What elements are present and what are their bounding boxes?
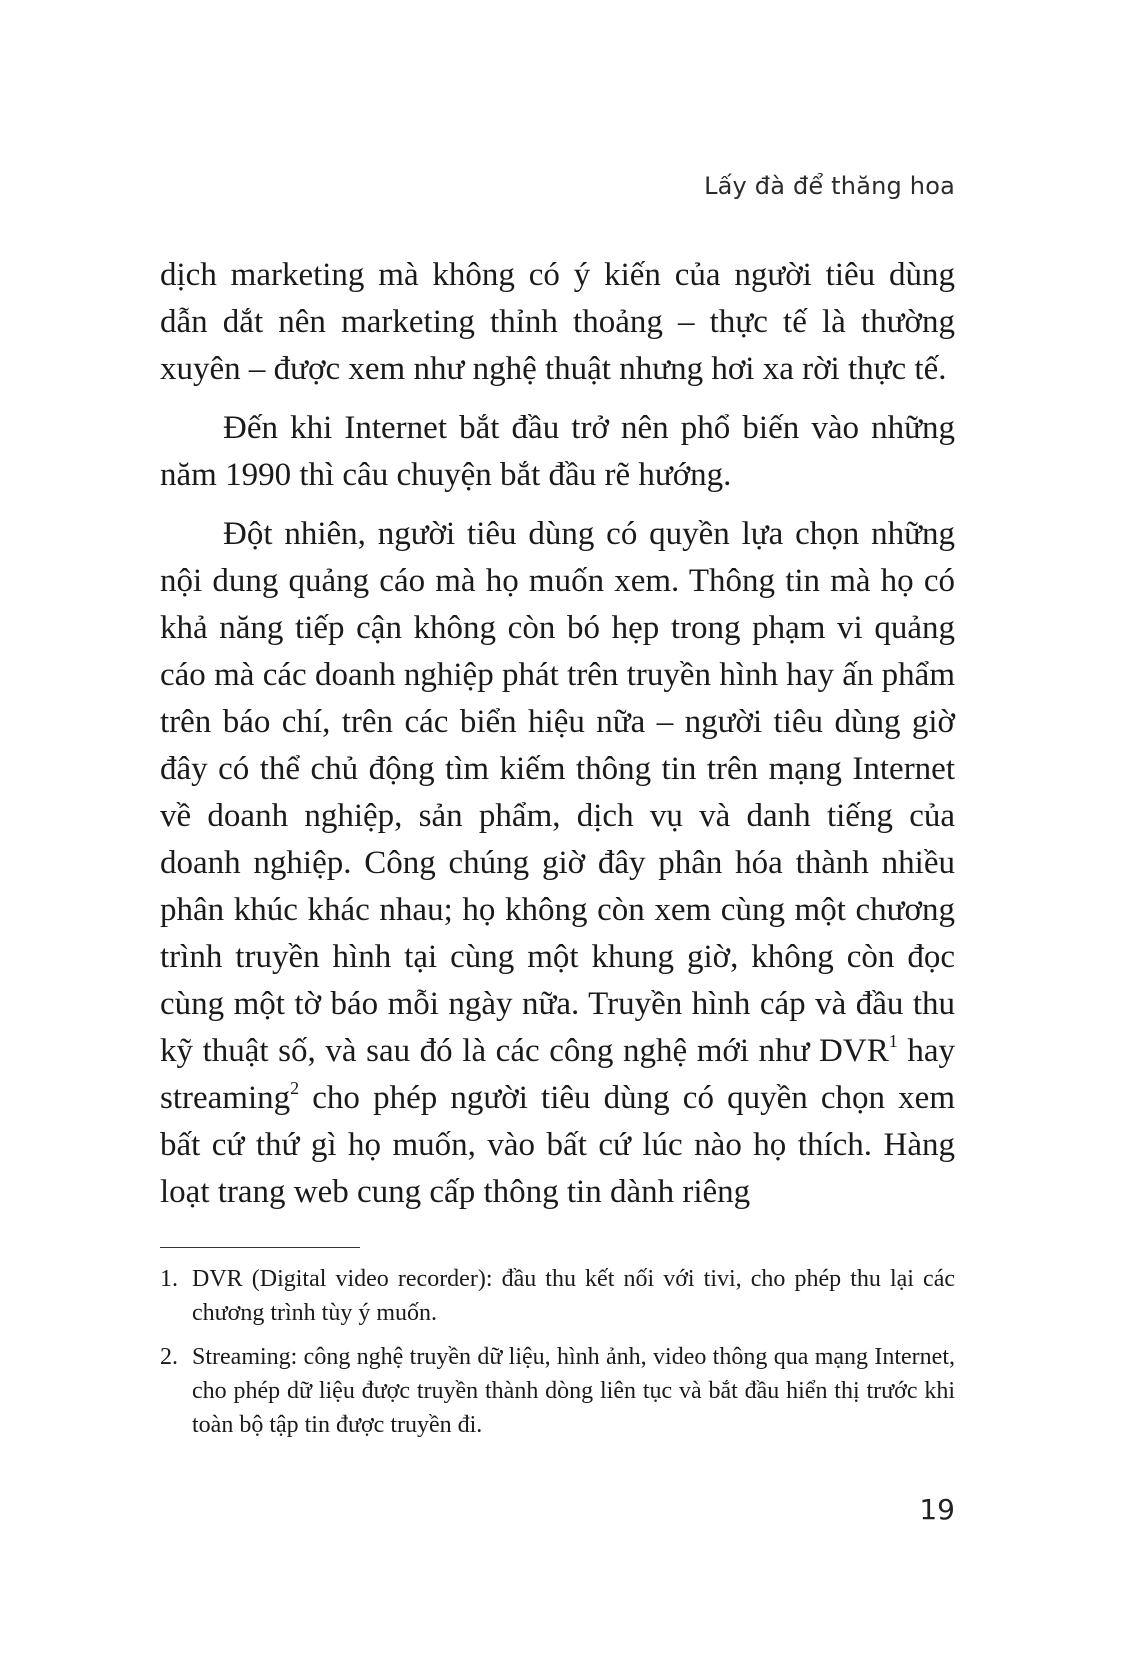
footnote-number: 2. — [160, 1344, 178, 1370]
paragraph-text: Đột nhiên, người tiêu dùng có quyền lựa chọn những nội dung quảng cáo mà họ muốn xem. Thông tin mà họ có khả năng tiếp cận không còn bó hẹp trong phạm vi quảng cáo mà các doanh nghiệp phát trên truyền hình hay ấn phẩm trên báo chí, trên các biển hiệu nữa – người tiêu dùng giờ đây có thể chủ động tìm kiếm thông tin trên mạng Internet về doanh nghiệp, sản phẩm, dịch vụ và danh tiếng của doanh nghiệp. Công chúng giờ đây phân hóa thành nhiều phân khúc khác nhau; họ không còn xem cùng một chương trình truyền hình tại cùng một khung giờ, không còn đọc cùng một tờ báo mỗi ngày nữa. Truyền hình cáp và đầu thu kỹ thuật số, và sau đó là các công nghệ mới như DVR — [160, 516, 955, 1069]
footnotes — [160, 1262, 955, 1452]
body-text — [160, 252, 955, 1228]
footnote-2 — [160, 1340, 955, 1442]
paragraph-text: hay streaming — [160, 1033, 955, 1116]
paragraph-text: cho phép người tiêu dùng có quyền chọn xem bất cứ thứ gì họ muốn, vào bất cứ lúc nào họ thích. Hàng loạt trang web cung cấp thông tin dành riêng — [160, 1080, 955, 1210]
footnote-ref-1: 1 — [888, 1031, 898, 1051]
footnote-text: Streaming: công nghệ truyền dữ liệu, hình ảnh, video thông qua mạng Internet, cho phép dữ liệu được truyền thành dòng liên tục và bắt đầu hiển thị trước khi toàn bộ tập tin được truyền đi. — [192, 1344, 955, 1438]
paragraph-consumer-choice — [160, 511, 955, 1216]
footnote-ref-2: 2 — [290, 1078, 300, 1098]
footnote-divider — [160, 1247, 360, 1248]
paragraph-internet: Đến khi Internet bắt đầu trở nên phổ biến vào những năm 1990 thì câu chuyện bắt đầu rẽ hướng. — [160, 410, 955, 493]
paragraph-continued: dịch marketing mà không có ý kiến của người tiêu dùng dẫn dắt nên marketing thỉnh thoảng – thực tế là thường xuyên – được xem như nghệ thuật nhưng hơi xa rời thực tế. — [160, 257, 955, 387]
footnote-1 — [160, 1262, 955, 1330]
running-header: Lấy đà để thăng hoa — [704, 172, 955, 200]
page-number: 19 — [919, 1493, 955, 1526]
footnote-number: 1. — [160, 1266, 178, 1292]
footnote-text: DVR (Digital video recorder): đầu thu kết nối với tivi, cho phép thu lại các chương trình tùy ý muốn. — [192, 1266, 955, 1326]
